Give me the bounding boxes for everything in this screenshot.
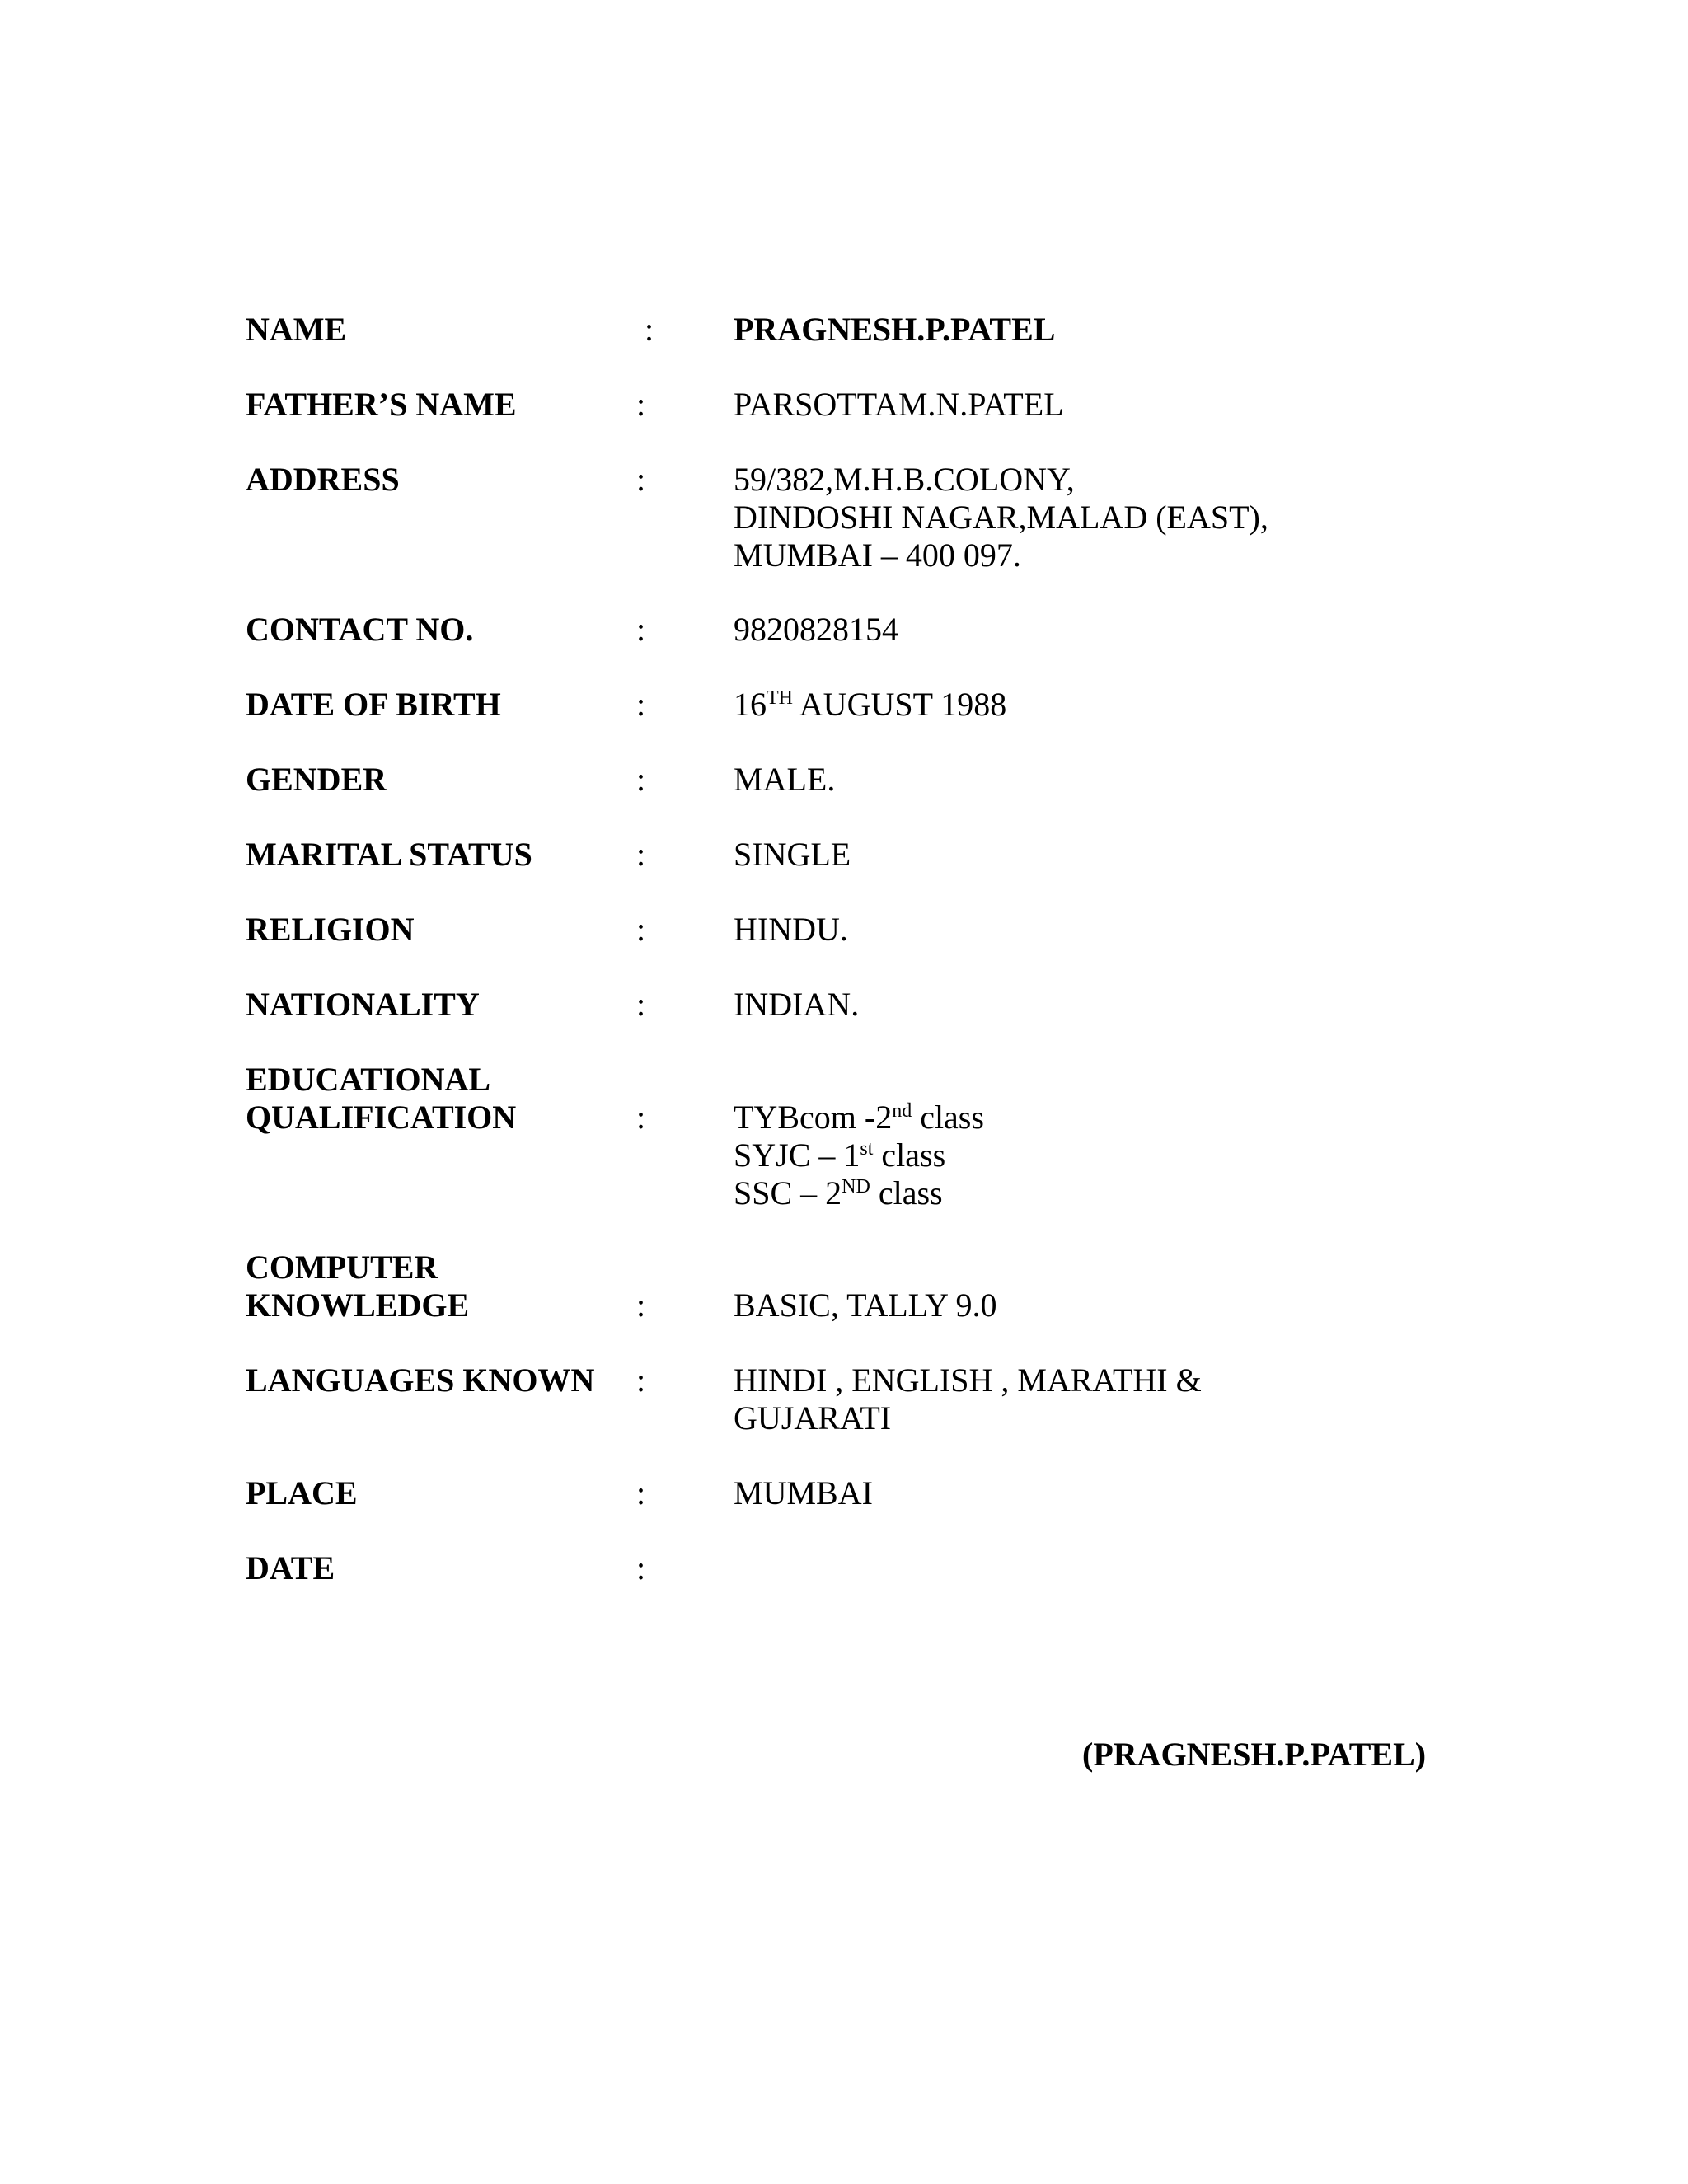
marital-status-value: SINGLE <box>734 836 851 873</box>
nationality-label: NATIONALITY <box>246 986 480 1023</box>
education-item-suffix: class <box>870 1174 943 1212</box>
education-item <box>734 1137 984 1174</box>
dob-colon: : <box>636 686 646 723</box>
gender-value: MALE. <box>734 761 836 798</box>
languages-line-2: GUJARATI <box>734 1399 892 1436</box>
religion-colon: : <box>636 911 646 948</box>
computer-knowledge-value: BASIC, TALLY 9.0 <box>734 1286 997 1324</box>
education-value <box>734 1099 984 1212</box>
contact-value: 9820828154 <box>734 611 898 648</box>
languages-value <box>734 1361 1202 1437</box>
date-colon: : <box>636 1549 646 1586</box>
address-line-3: MUMBAI – 400 097. <box>734 537 1021 574</box>
computer-knowledge-label-line-2: KNOWLEDGE <box>246 1286 470 1324</box>
education-item <box>734 1174 984 1212</box>
languages-line-1: HINDI , ENGLISH , MARATHI & <box>734 1361 1202 1399</box>
education-item-suffix: class <box>873 1137 946 1174</box>
dob-day: 16 <box>734 686 767 723</box>
dob-label: DATE OF BIRTH <box>246 686 501 723</box>
education-item-text: TYBcom -2 <box>734 1099 893 1136</box>
religion-value: HINDU. <box>734 911 848 948</box>
father-name-label: FATHER’S NAME <box>246 386 517 423</box>
dob-rest: AUGUST 1988 <box>793 686 1007 723</box>
gender-colon: : <box>636 761 646 798</box>
languages-colon: : <box>636 1361 646 1399</box>
education-item-sup: ND <box>842 1176 870 1197</box>
place-label: PLACE <box>246 1474 358 1511</box>
contact-colon: : <box>636 611 646 648</box>
gender-label: GENDER <box>246 761 387 798</box>
religion-label: RELIGION <box>246 911 415 948</box>
father-name-value: PARSOTTAM.N.PATEL <box>734 386 1064 423</box>
nationality-value: INDIAN. <box>734 986 860 1023</box>
name-colon: : <box>645 311 654 348</box>
place-colon: : <box>636 1474 646 1511</box>
date-label: DATE <box>246 1549 335 1586</box>
education-colon: : <box>636 1099 646 1136</box>
name-label: NAME <box>246 311 347 348</box>
address-value <box>734 461 1268 574</box>
education-item <box>734 1099 984 1137</box>
nationality-colon: : <box>636 986 646 1023</box>
address-label: ADDRESS <box>246 461 400 498</box>
father-name-colon: : <box>636 386 646 423</box>
education-item-sup: nd <box>892 1100 912 1122</box>
marital-status-label: MARITAL STATUS <box>246 836 532 873</box>
education-label-line-1: EDUCATIONAL <box>246 1061 491 1098</box>
computer-knowledge-label <box>246 1249 469 1324</box>
address-line-1: 59/382,M.H.B.COLONY, <box>734 461 1075 498</box>
education-item-sup: st <box>860 1138 874 1160</box>
name-value: PRAGNESH.P.PATEL <box>734 311 1056 348</box>
dob-suffix: TH <box>767 687 793 709</box>
education-item-suffix: class <box>912 1099 984 1136</box>
dob-value <box>734 686 1006 724</box>
signature-name: (PRAGNESH.P.PATEL) <box>1082 1736 1427 1773</box>
education-item-text: SYJC – 1 <box>734 1137 860 1174</box>
computer-knowledge-colon: : <box>636 1286 646 1324</box>
computer-knowledge-label-line-1: COMPUTER <box>246 1249 438 1286</box>
address-line-2: DINDOSHI NAGAR,MALAD (EAST), <box>734 499 1268 536</box>
marital-status-colon: : <box>636 836 646 873</box>
place-value: MUMBAI <box>734 1474 873 1511</box>
address-colon: : <box>636 461 646 498</box>
languages-label: LANGUAGES KNOWN <box>246 1361 595 1399</box>
contact-label: CONTACT NO. <box>246 611 474 648</box>
education-item-text: SSC – 2 <box>734 1174 842 1212</box>
education-label-line-2: QUALIFICATION <box>246 1099 517 1136</box>
education-label <box>246 1061 516 1137</box>
